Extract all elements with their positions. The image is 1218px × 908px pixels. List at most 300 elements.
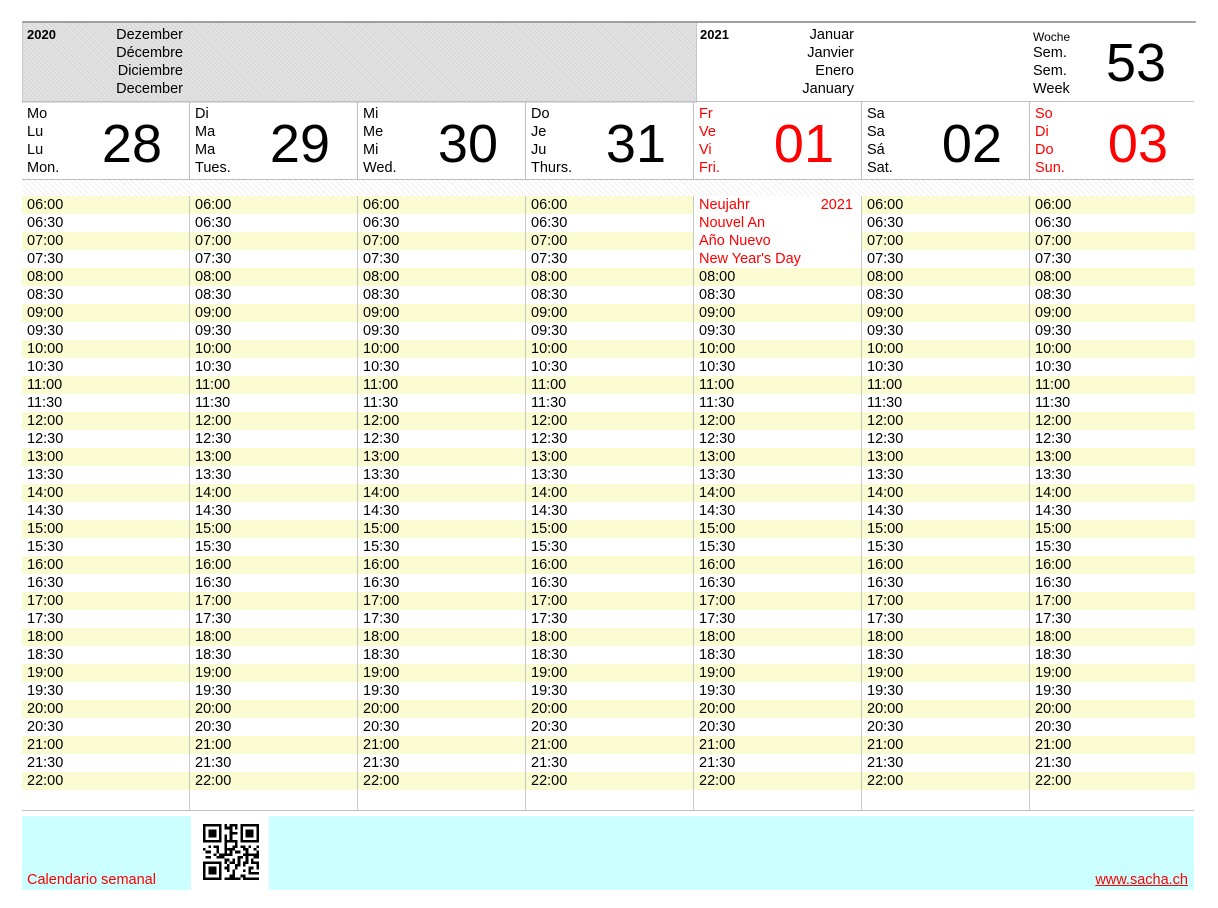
time-label: 13:00	[531, 449, 568, 465]
time-slot[interactable]	[526, 340, 693, 358]
time-slot[interactable]	[694, 556, 861, 574]
time-label: 06:00	[867, 197, 904, 213]
day-column	[22, 196, 190, 790]
time-slot[interactable]	[22, 214, 189, 232]
time-slot[interactable]	[1030, 538, 1195, 556]
time-slot[interactable]	[862, 484, 1029, 502]
time-slot[interactable]	[358, 196, 525, 214]
time-label: 12:00	[27, 413, 64, 429]
time-slot[interactable]	[22, 268, 189, 286]
time-slot[interactable]	[190, 466, 357, 484]
time-label: 13:30	[27, 467, 64, 483]
time-slot[interactable]	[1030, 610, 1195, 628]
time-slot[interactable]	[694, 430, 861, 448]
time-slot[interactable]	[358, 412, 525, 430]
time-slot[interactable]	[358, 538, 525, 556]
week-label-es: Sem.	[1033, 63, 1067, 79]
time-slot[interactable]	[1030, 340, 1195, 358]
time-slot[interactable]	[358, 214, 525, 232]
time-label: 11:00	[867, 377, 903, 393]
time-label: 18:30	[531, 647, 568, 663]
time-label: 14:00	[1035, 485, 1072, 501]
time-slot[interactable]	[190, 772, 357, 790]
time-slot[interactable]	[22, 646, 189, 664]
time-slot[interactable]	[526, 484, 693, 502]
time-slot[interactable]	[694, 286, 861, 304]
time-slot[interactable]	[358, 376, 525, 394]
time-label: 17:00	[1035, 593, 1072, 609]
time-slot[interactable]	[694, 754, 861, 772]
time-slot[interactable]	[1030, 520, 1195, 538]
day-header	[862, 102, 1030, 179]
time-slot[interactable]	[862, 538, 1029, 556]
website-link[interactable]: www.sacha.ch	[1095, 872, 1188, 888]
time-slot[interactable]	[190, 322, 357, 340]
time-slot[interactable]	[358, 286, 525, 304]
time-slot[interactable]	[862, 736, 1029, 754]
time-slot[interactable]	[190, 556, 357, 574]
time-slot[interactable]	[694, 628, 861, 646]
time-label: 09:30	[1035, 323, 1072, 339]
holiday-entry[interactable]	[694, 232, 861, 250]
time-slot[interactable]	[694, 502, 861, 520]
time-slot[interactable]	[358, 322, 525, 340]
time-slot[interactable]	[694, 466, 861, 484]
time-slot[interactable]	[190, 286, 357, 304]
day-header	[22, 102, 190, 179]
time-slot[interactable]	[22, 718, 189, 736]
time-slot[interactable]	[694, 646, 861, 664]
year-right: 2021	[700, 27, 729, 42]
time-slot[interactable]	[22, 196, 189, 214]
time-slot[interactable]	[358, 268, 525, 286]
time-label: 16:00	[195, 557, 232, 573]
time-label: 07:00	[531, 233, 568, 249]
time-slot[interactable]	[358, 448, 525, 466]
time-label: 17:00	[27, 593, 64, 609]
time-slot[interactable]	[694, 376, 861, 394]
holiday-entry[interactable]	[694, 196, 861, 214]
time-slot[interactable]	[358, 466, 525, 484]
time-slot[interactable]	[694, 484, 861, 502]
time-slot[interactable]	[526, 646, 693, 664]
time-slot[interactable]	[190, 628, 357, 646]
time-slot[interactable]	[1030, 556, 1195, 574]
time-slot[interactable]	[694, 700, 861, 718]
time-slot[interactable]	[22, 538, 189, 556]
time-slot[interactable]	[862, 322, 1029, 340]
time-slot[interactable]	[358, 502, 525, 520]
time-label: 12:00	[363, 413, 400, 429]
time-slot[interactable]	[526, 376, 693, 394]
time-slot[interactable]	[1030, 232, 1195, 250]
time-slot[interactable]	[526, 412, 693, 430]
time-slot[interactable]	[862, 214, 1029, 232]
time-slot[interactable]	[22, 520, 189, 538]
time-slot[interactable]	[862, 682, 1029, 700]
time-slot[interactable]	[358, 340, 525, 358]
time-slot[interactable]	[22, 754, 189, 772]
time-label: 17:30	[363, 611, 400, 627]
time-slot[interactable]	[1030, 592, 1195, 610]
time-label: 20:00	[699, 701, 736, 717]
time-slot[interactable]	[526, 286, 693, 304]
time-label: 09:00	[531, 305, 568, 321]
time-slot[interactable]	[862, 592, 1029, 610]
time-slot[interactable]	[190, 736, 357, 754]
time-slot[interactable]	[22, 610, 189, 628]
grid-bottom-row	[22, 790, 1194, 811]
time-slot[interactable]	[22, 286, 189, 304]
time-slot[interactable]	[22, 322, 189, 340]
time-slot[interactable]	[22, 412, 189, 430]
time-slot[interactable]	[22, 466, 189, 484]
time-slot[interactable]	[862, 430, 1029, 448]
time-slot[interactable]	[694, 340, 861, 358]
time-slot[interactable]	[1030, 304, 1195, 322]
time-slot[interactable]	[1030, 322, 1195, 340]
time-slot[interactable]	[694, 358, 861, 376]
time-slot[interactable]	[1030, 574, 1195, 592]
time-slot[interactable]	[1030, 628, 1195, 646]
time-slot[interactable]	[22, 772, 189, 790]
time-slot[interactable]	[358, 430, 525, 448]
time-slot[interactable]	[358, 718, 525, 736]
time-slot[interactable]	[358, 682, 525, 700]
time-slot[interactable]	[358, 304, 525, 322]
time-label: 17:00	[531, 593, 568, 609]
time-label: 09:00	[195, 305, 232, 321]
time-slot[interactable]	[1030, 718, 1195, 736]
time-slot[interactable]	[526, 664, 693, 682]
time-slot[interactable]	[862, 286, 1029, 304]
time-slot[interactable]	[190, 430, 357, 448]
time-slot[interactable]	[1030, 394, 1195, 412]
time-slot[interactable]	[190, 700, 357, 718]
time-slot[interactable]	[862, 340, 1029, 358]
time-slot[interactable]	[22, 502, 189, 520]
time-label: 18:00	[1035, 629, 1072, 645]
time-slot[interactable]	[694, 304, 861, 322]
qr-code-icon	[203, 824, 259, 880]
time-slot[interactable]	[526, 430, 693, 448]
time-slot[interactable]	[190, 358, 357, 376]
time-slot[interactable]	[862, 754, 1029, 772]
time-slot[interactable]	[862, 196, 1029, 214]
day-header	[694, 102, 862, 179]
time-label: 15:00	[363, 521, 400, 537]
time-slot[interactable]	[526, 574, 693, 592]
time-slot[interactable]	[1030, 358, 1195, 376]
time-slot[interactable]	[190, 304, 357, 322]
time-slot[interactable]	[526, 682, 693, 700]
time-slot[interactable]	[22, 574, 189, 592]
time-slot[interactable]	[1030, 430, 1195, 448]
time-label: 16:30	[531, 575, 568, 591]
time-slot[interactable]	[526, 304, 693, 322]
time-slot[interactable]	[526, 592, 693, 610]
time-slot[interactable]	[358, 520, 525, 538]
time-slot[interactable]	[1030, 412, 1195, 430]
time-slot[interactable]	[862, 556, 1029, 574]
time-slot[interactable]	[190, 484, 357, 502]
time-slot[interactable]	[526, 448, 693, 466]
time-label: 21:30	[531, 755, 568, 771]
time-slot[interactable]	[190, 592, 357, 610]
time-label: 22:00	[27, 773, 64, 789]
time-slot[interactable]	[358, 358, 525, 376]
time-slot[interactable]	[694, 718, 861, 736]
time-slot[interactable]	[862, 394, 1029, 412]
time-slot[interactable]	[190, 682, 357, 700]
time-slot[interactable]	[862, 700, 1029, 718]
time-slot[interactable]	[22, 628, 189, 646]
time-slot[interactable]	[190, 250, 357, 268]
time-slot[interactable]	[22, 736, 189, 754]
time-slot[interactable]	[22, 556, 189, 574]
time-slot[interactable]	[1030, 286, 1195, 304]
time-slot[interactable]	[526, 610, 693, 628]
time-slot[interactable]	[526, 214, 693, 232]
time-label: 09:30	[363, 323, 400, 339]
time-slot[interactable]	[190, 754, 357, 772]
time-slot[interactable]	[358, 232, 525, 250]
time-slot[interactable]	[694, 574, 861, 592]
time-label: 13:30	[699, 467, 736, 483]
time-slot[interactable]	[1030, 700, 1195, 718]
time-slot[interactable]	[862, 628, 1029, 646]
time-slot[interactable]	[190, 646, 357, 664]
time-slot[interactable]	[1030, 682, 1195, 700]
time-label: 14:30	[867, 503, 904, 519]
time-slot[interactable]	[862, 250, 1029, 268]
time-slot[interactable]	[190, 502, 357, 520]
header-previous-month	[23, 23, 696, 103]
column-divider	[525, 790, 526, 810]
time-slot[interactable]	[862, 574, 1029, 592]
holiday-entry[interactable]	[694, 214, 861, 232]
spacer-row	[22, 179, 1194, 196]
time-slot[interactable]	[526, 520, 693, 538]
time-label: 20:30	[867, 719, 904, 735]
time-slot[interactable]	[862, 412, 1029, 430]
time-slot[interactable]	[358, 628, 525, 646]
time-slot[interactable]	[526, 754, 693, 772]
time-slot[interactable]	[190, 196, 357, 214]
time-label: 08:30	[1035, 287, 1072, 303]
time-slot[interactable]	[694, 610, 861, 628]
time-slot[interactable]	[22, 664, 189, 682]
time-slot[interactable]	[22, 430, 189, 448]
time-slot[interactable]	[1030, 466, 1195, 484]
day-header	[1030, 102, 1195, 179]
time-slot[interactable]	[1030, 214, 1195, 232]
time-slot[interactable]	[358, 772, 525, 790]
time-slot[interactable]	[358, 592, 525, 610]
time-label: 19:30	[363, 683, 400, 699]
time-slot[interactable]	[694, 592, 861, 610]
time-slot[interactable]	[22, 232, 189, 250]
time-label: 10:00	[195, 341, 232, 357]
time-slot[interactable]	[358, 484, 525, 502]
time-slot[interactable]	[526, 358, 693, 376]
time-label: 14:30	[363, 503, 400, 519]
time-slot[interactable]	[190, 448, 357, 466]
time-slot[interactable]	[22, 448, 189, 466]
day-date: 02	[941, 114, 1002, 174]
time-slot[interactable]	[862, 646, 1029, 664]
time-label: 08:30	[867, 287, 904, 303]
time-slot[interactable]	[190, 340, 357, 358]
time-slot[interactable]	[694, 322, 861, 340]
time-label: 06:30	[531, 215, 568, 231]
time-slot[interactable]	[190, 538, 357, 556]
time-slot[interactable]	[358, 646, 525, 664]
time-label: 11:00	[195, 377, 231, 393]
time-label: 11:00	[699, 377, 735, 393]
time-slot[interactable]	[526, 502, 693, 520]
time-label: 08:30	[531, 287, 568, 303]
time-slot[interactable]	[694, 664, 861, 682]
time-label: 14:00	[867, 485, 904, 501]
time-slot[interactable]	[526, 196, 693, 214]
time-slot[interactable]	[526, 700, 693, 718]
time-slot[interactable]	[358, 664, 525, 682]
time-slot[interactable]	[190, 520, 357, 538]
time-slot[interactable]	[358, 250, 525, 268]
time-slot[interactable]	[190, 214, 357, 232]
time-slot[interactable]	[190, 718, 357, 736]
time-slot[interactable]	[358, 700, 525, 718]
time-slot[interactable]	[1030, 502, 1195, 520]
time-label: 09:00	[867, 305, 904, 321]
time-slot[interactable]	[694, 682, 861, 700]
time-slot[interactable]	[22, 700, 189, 718]
time-slot[interactable]	[190, 574, 357, 592]
time-slot[interactable]	[22, 484, 189, 502]
time-label: 07:00	[867, 233, 904, 249]
time-slot[interactable]	[526, 232, 693, 250]
time-slot[interactable]	[526, 250, 693, 268]
time-slot[interactable]	[22, 682, 189, 700]
time-slot[interactable]	[526, 394, 693, 412]
time-slot[interactable]	[22, 340, 189, 358]
time-slot[interactable]	[22, 250, 189, 268]
time-slot[interactable]	[22, 592, 189, 610]
time-slot[interactable]	[358, 394, 525, 412]
time-label: 16:30	[1035, 575, 1072, 591]
time-slot[interactable]	[190, 394, 357, 412]
time-slot[interactable]	[1030, 448, 1195, 466]
time-slot[interactable]	[22, 394, 189, 412]
time-slot[interactable]	[694, 394, 861, 412]
time-slot[interactable]	[526, 628, 693, 646]
time-label: 17:00	[363, 593, 400, 609]
day-column	[862, 196, 1030, 790]
day-name: Mo	[27, 106, 48, 122]
time-slot[interactable]	[862, 520, 1029, 538]
time-slot[interactable]	[694, 412, 861, 430]
time-slot[interactable]	[358, 574, 525, 592]
time-slot[interactable]	[694, 772, 861, 790]
time-label: 10:30	[195, 359, 232, 375]
time-slot[interactable]	[1030, 268, 1195, 286]
month-right-en: January	[802, 81, 854, 97]
time-slot[interactable]	[526, 538, 693, 556]
time-slot[interactable]	[694, 268, 861, 286]
time-slot[interactable]	[1030, 250, 1195, 268]
time-slot[interactable]	[22, 304, 189, 322]
time-slot[interactable]	[862, 664, 1029, 682]
time-label: 19:00	[867, 665, 904, 681]
time-slot[interactable]	[22, 358, 189, 376]
time-label: 08:00	[1035, 269, 1072, 285]
time-slot[interactable]	[862, 358, 1029, 376]
time-slot[interactable]	[694, 538, 861, 556]
time-slot[interactable]	[190, 232, 357, 250]
time-slot[interactable]	[1030, 376, 1195, 394]
time-slot[interactable]	[526, 772, 693, 790]
time-slot[interactable]	[1030, 772, 1195, 790]
time-label: 08:00	[699, 269, 736, 285]
time-slot[interactable]	[526, 718, 693, 736]
time-slot[interactable]	[862, 376, 1029, 394]
time-slot[interactable]	[1030, 754, 1195, 772]
time-slot[interactable]	[190, 610, 357, 628]
time-slot[interactable]	[862, 610, 1029, 628]
time-slot[interactable]	[526, 322, 693, 340]
time-slot[interactable]	[1030, 484, 1195, 502]
time-slot[interactable]	[1030, 196, 1195, 214]
time-slot[interactable]	[190, 268, 357, 286]
time-slot[interactable]	[1030, 664, 1195, 682]
time-slot[interactable]	[862, 466, 1029, 484]
time-slot[interactable]	[862, 772, 1029, 790]
time-label: 21:00	[27, 737, 64, 753]
time-slot[interactable]	[526, 268, 693, 286]
time-slot[interactable]	[862, 448, 1029, 466]
time-slot[interactable]	[526, 466, 693, 484]
time-label: 14:00	[27, 485, 64, 501]
day-name: Lu	[27, 124, 44, 140]
time-slot[interactable]	[862, 268, 1029, 286]
time-slot[interactable]	[358, 556, 525, 574]
time-slot[interactable]	[862, 304, 1029, 322]
time-slot[interactable]	[358, 754, 525, 772]
time-label: 08:30	[195, 287, 232, 303]
holiday-entry[interactable]	[694, 250, 861, 268]
time-slot[interactable]	[862, 502, 1029, 520]
time-slot[interactable]	[1030, 646, 1195, 664]
time-slot[interactable]	[694, 520, 861, 538]
time-slot[interactable]	[526, 736, 693, 754]
time-slot[interactable]	[190, 376, 357, 394]
time-slot[interactable]	[694, 448, 861, 466]
time-slot[interactable]	[526, 556, 693, 574]
time-slot[interactable]	[694, 736, 861, 754]
time-slot[interactable]	[22, 376, 189, 394]
time-slot[interactable]	[190, 664, 357, 682]
time-slot[interactable]	[358, 610, 525, 628]
time-slot[interactable]	[862, 232, 1029, 250]
time-slot[interactable]	[862, 718, 1029, 736]
time-label: 18:00	[195, 629, 232, 645]
day-date: 28	[101, 114, 162, 174]
time-slot[interactable]	[1030, 736, 1195, 754]
time-slot[interactable]	[190, 412, 357, 430]
time-label: 13:00	[195, 449, 232, 465]
time-slot[interactable]	[358, 736, 525, 754]
